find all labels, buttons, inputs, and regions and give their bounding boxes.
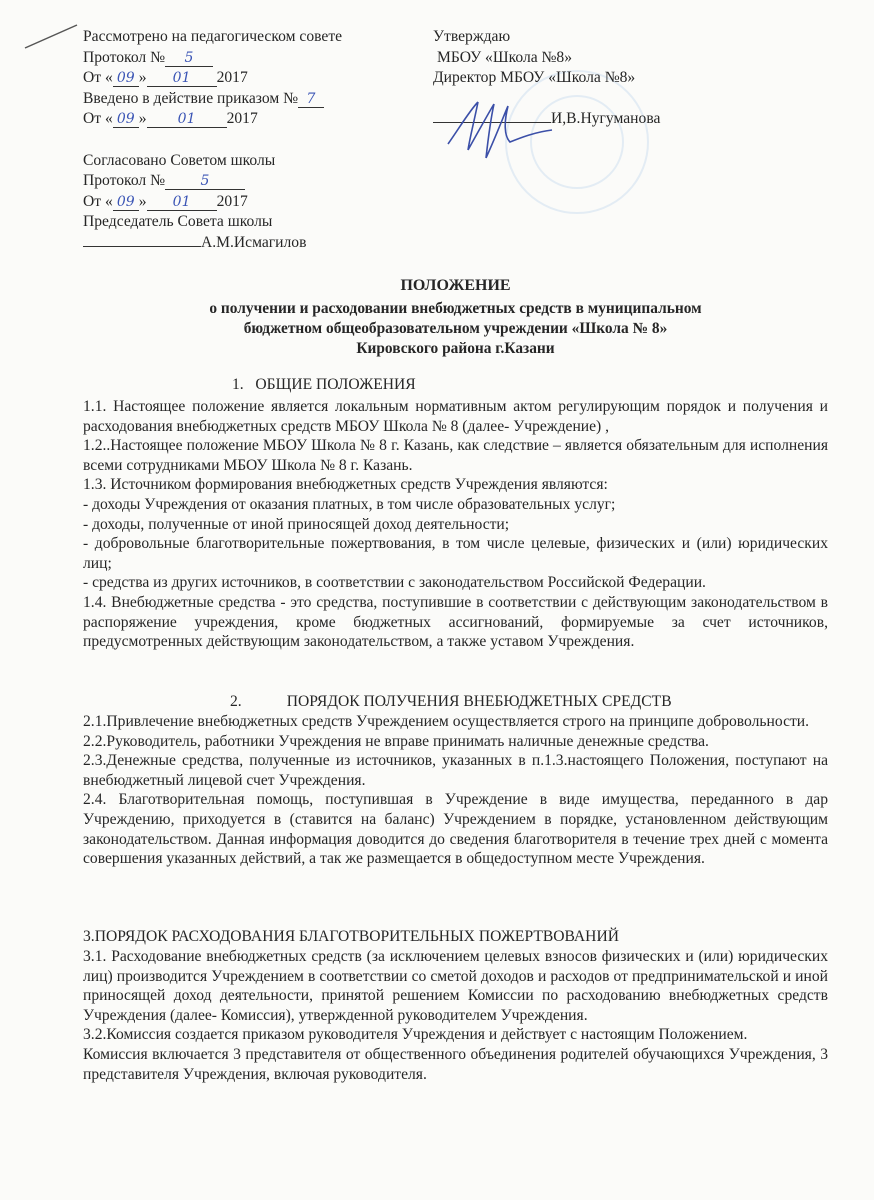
council-date-line: От « 09 » 01 2017 <box>83 192 248 210</box>
paragraph: 1.2..Настоящее положение МБОУ Школа № 8 г. Казань, как следствие – является обязательным для исполнения всеми сотрудниками МБОУ Школа № 8 г. Казань. <box>83 437 828 474</box>
org-name: МБОУ «Школа №8» <box>437 48 573 66</box>
list-item: - доходы, полученные от иной приносящей доход деятельности; <box>83 515 510 533</box>
date-month: 01 <box>147 71 217 87</box>
section-3-heading: 3.ПОРЯДОК РАСХОДОВАНИЯ БЛАГОТВОРИТЕЛЬНЫХ ПОЖЕРТВОВАНИЙ <box>83 928 619 945</box>
council-day: 09 <box>113 195 139 211</box>
section-2-body <box>83 712 828 869</box>
paragraph: Комиссия включается 3 представителя от общественного объединения родителей обучающихся Учреждения, 3 представителя Учреждения, включая руководителя. <box>83 1045 828 1083</box>
chairman-label: Председатель Совета школы <box>83 213 273 231</box>
document-title <box>83 276 828 359</box>
order-month: 01 <box>147 112 227 128</box>
date-line: От « 09 » 01 2017 <box>83 69 248 87</box>
paragraph: 3.2.Комиссия создается приказом руководителя Учреждения и действует с настоящим Положением. <box>83 1026 748 1044</box>
paragraph: 3.1. Расходование внебюджетных средств (за исключением целевых взносов физических и (или) юридических лиц) производится Учреждением в соответствии со сметой доходов и расходов от предпринимательской и иной приносящей доход деятельности, принятой решением Комиссии по расходованию внебюджетных средств Учреждения (далее- Комиссия), утвержденной руководителем Учреждения. <box>83 948 828 1024</box>
order-date-line: От « 09 » 01 2017 <box>83 110 258 128</box>
scan-mark <box>22 22 82 52</box>
paragraph: 2.1.Привлечение внебюджетных средств Учреждением осуществляется строго на принципе добровольности. <box>83 713 810 730</box>
title-line-2: бюджетном общеобразовательном учреждении «Школа № 8» <box>243 320 668 337</box>
section-2-heading: 2. ПОРЯДОК ПОЛУЧЕНИЯ ВНЕБЮДЖЕТНЫХ СРЕДСТВ <box>230 693 672 710</box>
paragraph: 1.3. Источником формирования внебюджетных средств Учреждения являются: <box>83 476 608 494</box>
date-day: 09 <box>113 71 139 87</box>
chairman-name: А.М.Исмагилов <box>201 233 307 251</box>
director-label: Директор МБОУ «Школа №8» <box>433 69 636 87</box>
list-item: - доходы Учреждения от оказания платных, в том числе образовательных услуг; <box>83 495 616 513</box>
director-name: И,В.Нугуманова <box>551 110 661 128</box>
list-item: - добровольные благотворительные пожертвования, в том числе целевые, физических и (или) юридических лиц; <box>83 535 828 572</box>
title-line-1: о получении и расходовании внебюджетных средств в муниципальном <box>209 300 702 317</box>
paragraph: 1.4. Внебюджетные средства - это средства, поступившие в соответствии с действующим законодательством в распоряжение учреждения, кроме бюджетных ассигнований, формируемые за счет источников, предусмотренных действующим законодательством, а также уставом Учреждения. <box>83 593 828 651</box>
paragraph: 1.1. Настоящее положение является локальным нормативным актом регулирующим порядок и получения и расходования внебюджетных средств МБОУ Школа № 8 (далее- Учреждение) , <box>83 398 828 435</box>
order-number: 7 <box>298 92 324 108</box>
council-month: 01 <box>147 195 217 211</box>
title-main: ПОЛОЖЕНИЕ <box>400 277 511 294</box>
agreed-label: Согласовано Советом школы <box>83 151 276 169</box>
section-3-body <box>83 947 828 1084</box>
section-1-heading: 1. ОБЩИЕ ПОЛОЖЕНИЯ <box>232 376 416 393</box>
council-protocol-number: 5 <box>165 174 245 190</box>
title-line-3: Кировского района г.Казани <box>356 340 555 357</box>
paragraph: 2.3.Денежные средства, полученные из источников, указанных в п.1.3.настоящего Положения, поступают на внебюджетный лицевой счет Учреждения. <box>83 752 828 789</box>
director-signature <box>440 92 560 162</box>
paragraph: 2.2.Руководитель, работники Учреждения не вправе принимать наличные денежные средства. <box>83 732 709 750</box>
chairman-signature-line <box>83 233 342 254</box>
considered-label: Рассмотрено на педагогическом совете <box>83 28 343 45</box>
order-line: Введено в действие приказом № 7 <box>83 89 342 110</box>
order-day: 09 <box>113 112 139 128</box>
list-item: - средства из других источников, в соответствии с законодательством Российской Федерации. <box>83 574 706 592</box>
section-1-body <box>83 397 828 652</box>
council-protocol-line: Протокол № 5 <box>83 171 342 192</box>
approve-label: Утверждаю <box>433 28 511 45</box>
protocol-number: 5 <box>165 51 213 67</box>
approval-block-left <box>83 27 342 254</box>
paragraph: 2.4. Благотворительная помощь, поступившая в Учреждение в виде имущества, переданного в дар Учреждению, приходуется в (ставится на баланс) Учреждением в порядке, установленном действующим законодательством. Данная информация доводится до сведения благотворителя в течение трех дней с момента совершения указанных действий, а так же размещается в общедоступном месте Учреждения. <box>83 791 828 868</box>
protocol-line: Протокол № 5 <box>83 48 342 69</box>
